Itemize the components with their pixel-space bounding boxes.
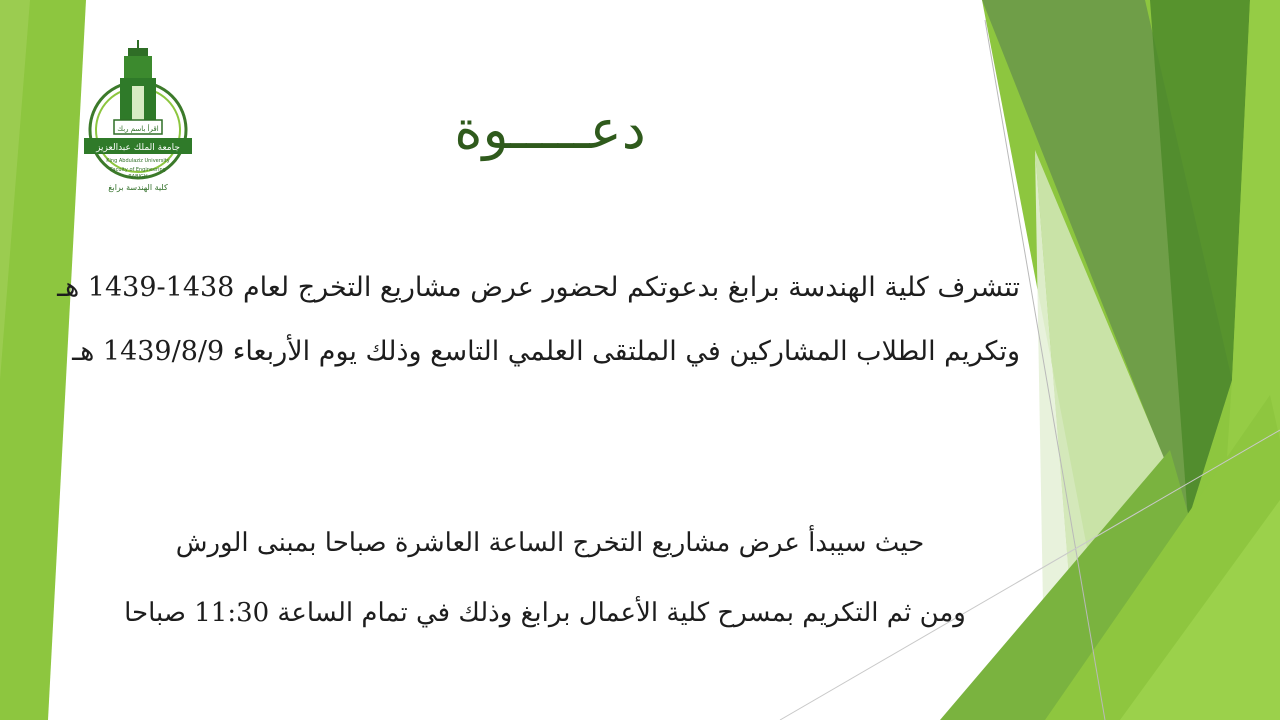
invitation-line-4: ومن ثم التكريم بمسرح كلية الأعمال برابغ وذلك في تمام الساعة 11:30 صباحا	[124, 598, 966, 628]
university-logo	[80, 38, 196, 198]
logo-text-top: اقرأ باسم ربك	[117, 125, 159, 133]
logo-text-faculty-en: Faculty of Engineering	[110, 167, 166, 173]
invitation-line-1: تتشرف كلية الهندسة برابغ بدعوتكم لحضور عرض مشاريع التخرج لعام 1438-1439 هـ	[57, 272, 1020, 303]
invitation-line-3: حيث سيبدأ عرض مشاريع التخرج الساعة العاشرة صباحا بمبنى الورش	[175, 528, 925, 558]
logo-text-city-en: RABIGH	[128, 174, 148, 180]
invitation-line-2: وتكريم الطلاب المشاركين في الملتقى العلمي التاسع وذلك يوم الأربعاء 1439/8/9 هـ	[72, 336, 1020, 367]
logo-text-name-en: King Abdulaziz University	[106, 158, 170, 164]
logo-text-faculty-ar: كلية الهندسة برابغ	[108, 183, 168, 192]
logo-text-name-ar: جامعة الملك عبدالعزيز	[96, 143, 180, 153]
slide-title: دعـــــوة	[454, 98, 646, 161]
